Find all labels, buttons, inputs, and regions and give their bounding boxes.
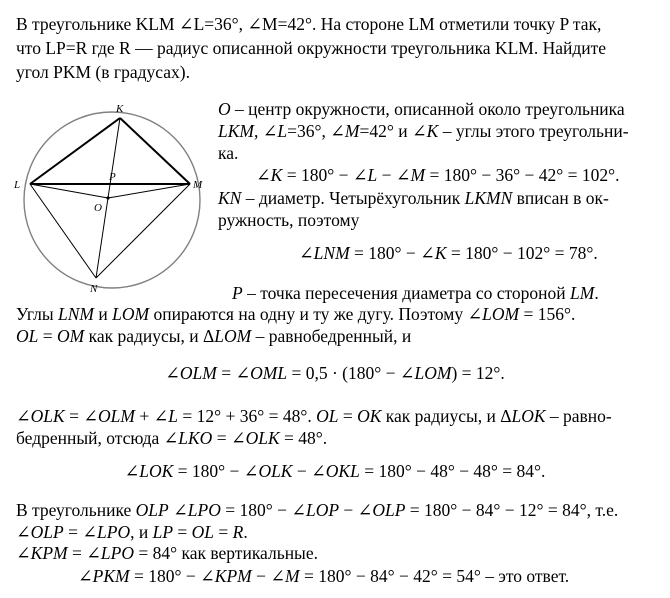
equation-angle-LOK: ∠LOK = 180° − ∠OLK − ∠OKL = 180° − 48° − 48° = 84°. <box>124 461 546 481</box>
solution-line-10: бедренный, отсюда ∠LKO = ∠OLK = 48°. <box>16 428 328 448</box>
label-N: N <box>90 283 98 295</box>
equation-angle-PKM-answer: ∠PKM = 180° − ∠KPM − ∠M = 180° − 84° − 42° = 54° – это ответ. <box>78 566 570 586</box>
solution-line-13: ∠KPM = ∠LPO = 84° как вертикальные. <box>16 543 318 563</box>
solution-line-2: LKM, ∠L=36°, ∠M=42° и ∠K – углы этого треугольни- <box>218 121 629 141</box>
circle-figure <box>8 98 218 298</box>
solution-line-6: P – точка пересечения диаметра со стороной LM. <box>232 283 599 303</box>
equation-angle-OLM: ∠OLM = ∠OML = 0,5 · (180° − ∠LOM) = 12°. <box>165 363 505 383</box>
label-K: K <box>116 103 124 115</box>
solution-line-5: ружность, поэтому <box>218 210 360 230</box>
chord-LN <box>30 184 96 278</box>
label-P: P <box>109 171 116 183</box>
equation-angle-K: ∠K = 180° − ∠L − ∠M = 180° − 36° − 42° = 102°. <box>256 165 620 185</box>
problem-line-2: что LP=R где R — радиус описанной окружности треугольника KLM. Найдите <box>16 38 607 58</box>
label-L: L <box>14 179 21 191</box>
solution-line-11: В треугольнике OLP ∠LPO = 180° − ∠LOP − ∠OLP = 180° − 84° − 12° = 84°, т.е. <box>16 500 619 520</box>
problem-line-3: угол PKM (в градусах). <box>16 62 190 82</box>
solution-line-9: ∠OLK = ∠OLM + ∠L = 12° + 36° = 48°. OL = OK как радиусы, и ΔLOK – равно- <box>16 406 612 426</box>
point-O <box>106 196 109 199</box>
problem-line-1: В треугольнике KLM ∠L=36°, ∠M=42°. На стороне LM отметили точку P так, <box>16 14 602 34</box>
solution-line-4: KN – диаметр. Четырёхугольник LKMN вписан в ок- <box>218 188 609 208</box>
solution-line-8: OL = OM как радиусы, и ΔLOM – равнобедренный, и <box>16 326 412 346</box>
label-M: M <box>193 179 203 191</box>
solution-line-3: ка. <box>218 143 239 163</box>
radius-OL <box>30 184 108 198</box>
side-LK <box>30 118 120 184</box>
equation-angle-LNM: ∠LNM = 180° − ∠K = 180° − 102° = 78°. <box>299 243 598 263</box>
solution-line-7: Углы LNM и LOM опираются на одну и ту же дугу. Поэтому ∠LOM = 156°. <box>16 304 576 324</box>
solution-line-1: O – центр окружности, описанной около треугольника <box>218 99 625 119</box>
label-O: O <box>94 202 102 214</box>
solution-line-12: ∠OLP = ∠LPO, и LP = OL = R. <box>16 522 248 542</box>
side-KM <box>120 118 190 184</box>
